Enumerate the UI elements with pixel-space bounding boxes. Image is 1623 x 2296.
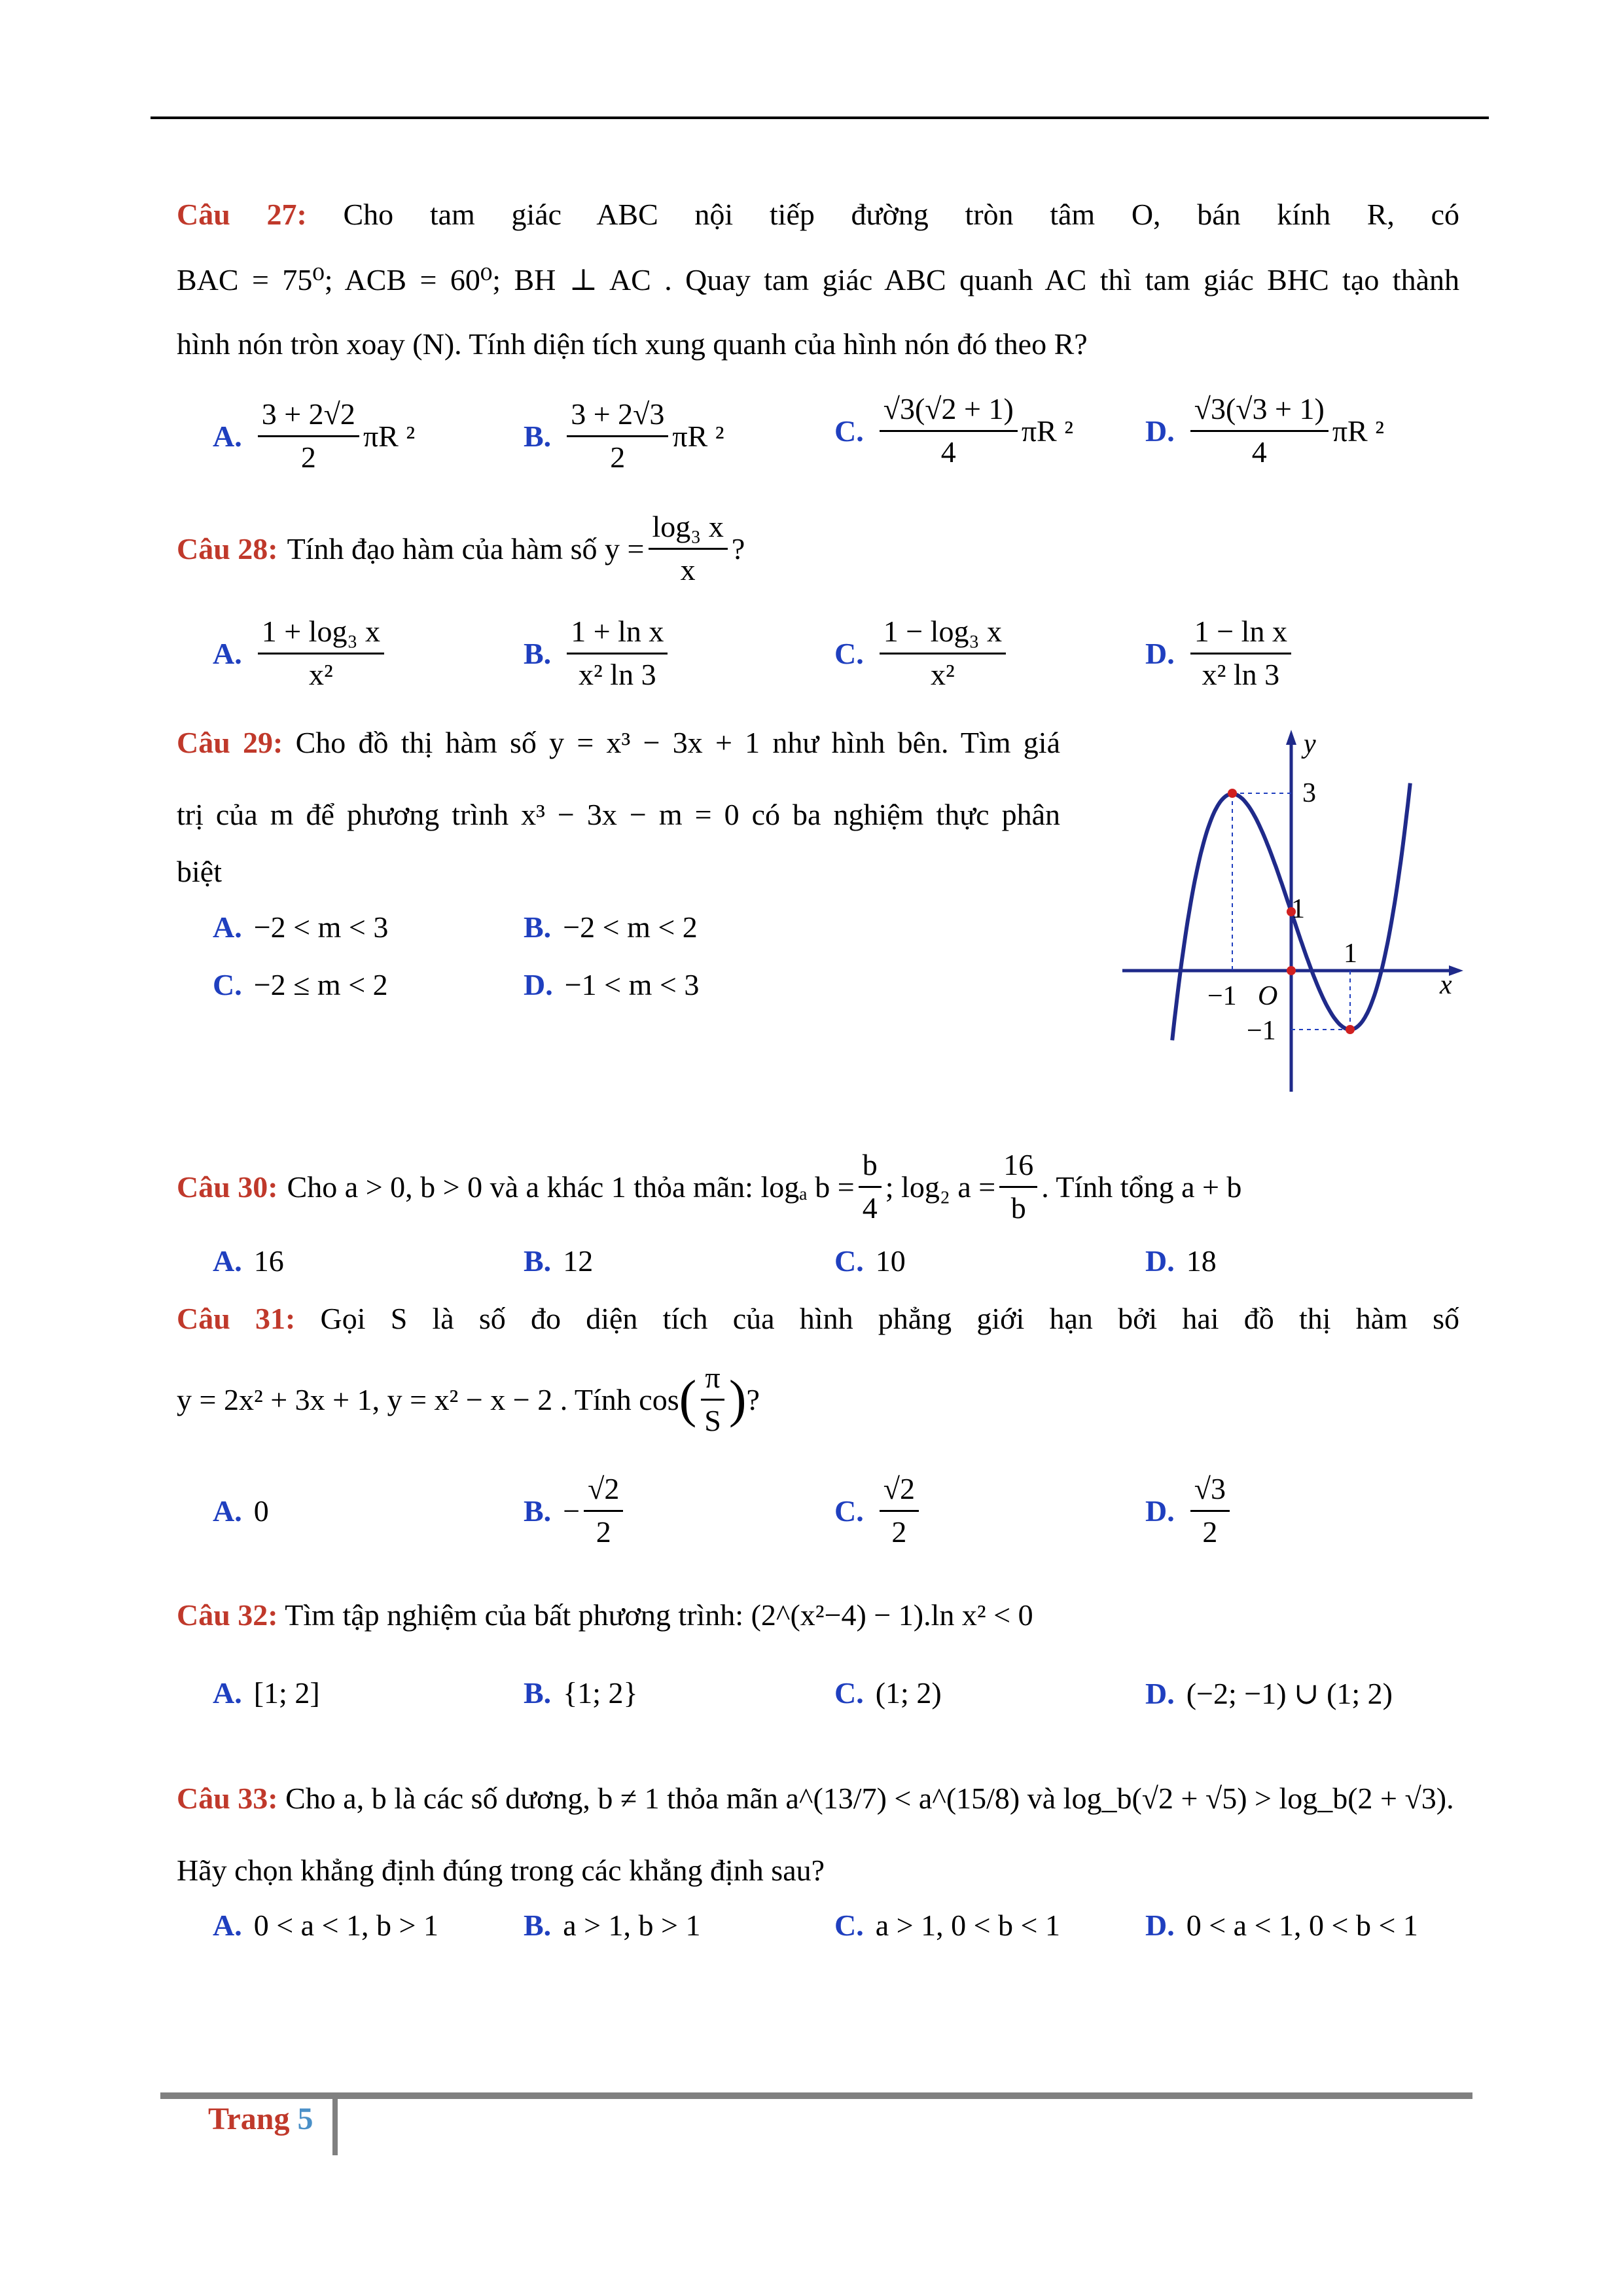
fraction-numerator: 3 + 2√2 bbox=[258, 398, 359, 437]
question-28-line bbox=[177, 511, 745, 586]
label-xm1: −1 bbox=[1207, 981, 1237, 1011]
question-29-text-3: biệt bbox=[177, 855, 222, 888]
option-text: a > 1, 0 < b < 1 bbox=[875, 1909, 1060, 1942]
option-text: 0 < a < 1, 0 < b < 1 bbox=[1186, 1909, 1418, 1942]
fraction-numerator: 3 + 2√3 bbox=[567, 398, 668, 437]
page-footer bbox=[208, 2100, 313, 2139]
fraction-denominator: x² ln 3 bbox=[1202, 657, 1280, 691]
fraction-numerator: 1 + log₃ x bbox=[258, 615, 384, 655]
option-label: B. bbox=[524, 1494, 552, 1528]
question-27-option-b[interactable] bbox=[524, 398, 724, 474]
option-text: −2 ≤ m < 2 bbox=[253, 968, 388, 1001]
option-text: 18 bbox=[1186, 1244, 1217, 1278]
question-31-text-2: y = 2x² + 3x + 1, y = x² − x − 2 . Tính cos bbox=[177, 1382, 679, 1416]
question-28-option-d[interactable] bbox=[1145, 615, 1295, 691]
question-29-label: Câu 29: bbox=[177, 726, 283, 759]
fraction-denominator: x² bbox=[930, 657, 955, 691]
fraction bbox=[999, 1149, 1037, 1225]
question-33-option-b[interactable] bbox=[524, 1908, 701, 1943]
fraction bbox=[880, 393, 1018, 469]
question-29-line-3 bbox=[177, 852, 222, 891]
fraction-numerator: 16 bbox=[999, 1149, 1037, 1188]
option-label: A. bbox=[213, 1909, 242, 1942]
option-text: 12 bbox=[563, 1244, 594, 1278]
question-30-option-a[interactable] bbox=[213, 1244, 284, 1278]
option-label: C. bbox=[834, 1909, 864, 1942]
minus-sign: − bbox=[563, 1494, 580, 1528]
question-27-line-2 bbox=[177, 260, 1459, 300]
fraction bbox=[258, 398, 359, 474]
question-32-option-d[interactable] bbox=[1145, 1676, 1393, 1711]
local-maximum-point bbox=[1228, 789, 1237, 798]
option-text: 10 bbox=[875, 1244, 906, 1278]
label-y3: 3 bbox=[1302, 778, 1316, 808]
question-28-option-c[interactable] bbox=[834, 615, 1010, 691]
right-paren: ) bbox=[728, 1371, 747, 1429]
fraction bbox=[1190, 1473, 1230, 1549]
option-text: (−2; −1) ∪ (1; 2) bbox=[1186, 1677, 1393, 1710]
option-label: B. bbox=[524, 910, 552, 944]
option-label: D. bbox=[524, 968, 553, 1001]
question-33-line-1 bbox=[177, 1779, 1454, 1818]
option-label: C. bbox=[834, 1244, 864, 1278]
fraction-numerator: 1 − log₃ x bbox=[880, 615, 1006, 655]
fraction-denominator: 2 bbox=[891, 1515, 907, 1549]
question-32-option-b[interactable] bbox=[524, 1676, 638, 1710]
option-label: A. bbox=[213, 636, 242, 670]
option-text: 16 bbox=[253, 1244, 284, 1278]
option-label: D. bbox=[1145, 1494, 1175, 1528]
fraction bbox=[649, 511, 728, 586]
question-28-text-after: ? bbox=[731, 531, 745, 565]
fraction-numerator: √3(√2 + 1) bbox=[880, 393, 1018, 432]
left-paren: ( bbox=[679, 1371, 697, 1429]
local-minimum-point bbox=[1346, 1025, 1355, 1034]
question-30-option-d[interactable] bbox=[1145, 1244, 1217, 1278]
question-31-line-1 bbox=[177, 1299, 1459, 1338]
option-text: −2 < m < 3 bbox=[253, 910, 389, 944]
question-27-text-1: Cho tam giác ABC nội tiếp đường tròn tâm O, bán kính R, có bbox=[343, 198, 1460, 231]
question-27-text-2: BAC = 75⁰; ACB = 60⁰; BH ⊥ AC . Quay tam giác ABC quanh AC thì tam giác BHC tạo thành bbox=[177, 263, 1459, 296]
question-31-option-d[interactable] bbox=[1145, 1473, 1234, 1549]
question-30-option-b[interactable] bbox=[524, 1244, 593, 1278]
cubic-function-graph bbox=[1106, 720, 1472, 1100]
option-tail: πR ² bbox=[1332, 414, 1385, 448]
fraction-numerator: log₃ x bbox=[649, 511, 728, 550]
question-29-option-a[interactable] bbox=[213, 910, 388, 944]
question-31-label: Câu 31: bbox=[177, 1302, 296, 1335]
option-label: D. bbox=[1145, 414, 1175, 448]
fraction bbox=[567, 615, 668, 691]
fraction-numerator: √3 bbox=[1190, 1473, 1230, 1512]
question-29-line-1 bbox=[177, 723, 1060, 762]
fraction-denominator: 4 bbox=[1251, 435, 1267, 469]
question-31-option-b[interactable] bbox=[524, 1473, 627, 1549]
option-label: B. bbox=[524, 1676, 552, 1710]
question-27-line-3 bbox=[177, 325, 1088, 364]
question-32-label: Câu 32: bbox=[177, 1598, 278, 1632]
question-31-option-a[interactable] bbox=[213, 1494, 269, 1528]
option-text: [1; 2] bbox=[253, 1676, 320, 1710]
y-axis-label: y bbox=[1304, 729, 1316, 759]
option-tail: πR ² bbox=[363, 419, 416, 453]
question-31-text-1: Gọi S là số đo diện tích của hình phẳng giới hạn bởi hai đồ thị hàm số bbox=[320, 1302, 1460, 1335]
question-29-option-b[interactable] bbox=[524, 910, 698, 944]
label-x1: 1 bbox=[1344, 939, 1357, 969]
question-33-option-c[interactable] bbox=[834, 1908, 1060, 1943]
option-label: C. bbox=[213, 968, 242, 1001]
question-31-option-c[interactable] bbox=[834, 1473, 923, 1549]
question-27-option-d[interactable] bbox=[1145, 393, 1384, 469]
option-label: C. bbox=[834, 636, 864, 670]
option-tail: πR ² bbox=[672, 419, 724, 453]
fraction-denominator: x bbox=[680, 552, 696, 586]
fraction-denominator: 4 bbox=[862, 1191, 878, 1225]
question-33-text-1: Cho a, b là các số dương, b ≠ 1 thỏa mãn a^(13/7) < a^(15/8) và log_b(√2 + √5) > log_b(2 + √3). bbox=[285, 1782, 1454, 1815]
question-30-line bbox=[177, 1149, 1241, 1225]
label-y1: 1 bbox=[1291, 894, 1305, 924]
option-label: C. bbox=[834, 1676, 864, 1710]
option-label: A. bbox=[213, 419, 242, 453]
footer-label: Trang bbox=[208, 2102, 290, 2136]
question-29-line-2 bbox=[177, 795, 1060, 834]
question-33-line-2 bbox=[177, 1851, 825, 1890]
fraction bbox=[859, 1149, 882, 1225]
option-label: B. bbox=[524, 636, 552, 670]
option-text: {1; 2} bbox=[563, 1676, 638, 1710]
question-33-text-2: Hãy chọn khẳng định đúng trong các khẳng định sau? bbox=[177, 1854, 825, 1887]
fraction bbox=[880, 615, 1006, 691]
fraction-numerator: b bbox=[859, 1149, 882, 1188]
fraction bbox=[1190, 615, 1291, 691]
question-30-option-c[interactable] bbox=[834, 1244, 906, 1278]
fraction-numerator: √2 bbox=[584, 1473, 623, 1512]
option-text: 0 bbox=[253, 1494, 269, 1528]
fraction-numerator: √3(√3 + 1) bbox=[1190, 393, 1329, 432]
question-28-label: Câu 28: bbox=[177, 531, 278, 565]
fraction-denominator: 2 bbox=[300, 440, 316, 474]
fraction-denominator: x² ln 3 bbox=[579, 657, 656, 691]
fraction bbox=[880, 1473, 919, 1549]
option-text: −1 < m < 3 bbox=[564, 968, 700, 1001]
fraction-numerator: 1 − ln x bbox=[1190, 615, 1291, 655]
question-33-label: Câu 33: bbox=[177, 1782, 278, 1815]
fraction-denominator: 2 bbox=[1202, 1515, 1218, 1549]
option-text: 0 < a < 1, b > 1 bbox=[253, 1909, 438, 1942]
question-28-text: Tính đạo hàm của hàm số y = bbox=[287, 531, 645, 565]
option-label: D. bbox=[1145, 1244, 1175, 1278]
option-label: A. bbox=[213, 910, 242, 944]
footer-divider bbox=[332, 2099, 338, 2155]
x-axis-label: x bbox=[1440, 970, 1452, 1000]
question-27-text-3: hình nón tròn xoay (N). Tính diện tích xung quanh của hình nón đó theo R? bbox=[177, 327, 1088, 361]
question-29-option-c[interactable] bbox=[213, 967, 388, 1002]
question-32-text: Tìm tập nghiệm của bất phương trình: (2^(x²−4) − 1).ln x² < 0 bbox=[285, 1598, 1033, 1632]
option-label: D. bbox=[1145, 1909, 1175, 1942]
option-label: C. bbox=[834, 1494, 864, 1528]
question-32-option-a[interactable] bbox=[213, 1676, 320, 1710]
question-30-text-mid: ; log₂ a = bbox=[885, 1170, 996, 1204]
option-label: D. bbox=[1145, 636, 1175, 670]
fraction bbox=[584, 1473, 623, 1549]
label-ym1: −1 bbox=[1247, 1016, 1276, 1046]
question-27-option-a[interactable] bbox=[213, 398, 415, 474]
page-number: 5 bbox=[297, 2102, 313, 2136]
question-33-option-d[interactable] bbox=[1145, 1908, 1418, 1943]
fraction-denominator: 2 bbox=[610, 440, 626, 474]
fraction-numerator: √2 bbox=[880, 1473, 919, 1512]
option-label: A. bbox=[213, 1494, 242, 1528]
question-30-label: Câu 30: bbox=[177, 1170, 278, 1204]
option-label: B. bbox=[524, 419, 552, 453]
option-label: D. bbox=[1145, 1676, 1175, 1710]
fraction-numerator: π bbox=[701, 1361, 724, 1401]
question-27-label: Câu 27: bbox=[177, 198, 307, 231]
origin-point bbox=[1287, 966, 1296, 975]
fraction-denominator: 4 bbox=[940, 435, 956, 469]
question-29-text-2: trị của m để phương trình x³ − 3x − m = 0 có ba nghiệm thực phân bbox=[177, 798, 1060, 831]
question-29-text-1: Cho đồ thị hàm số y = x³ − 3x + 1 như hình bên. Tìm giá bbox=[295, 726, 1061, 759]
question-30-text: Cho a > 0, b > 0 và a khác 1 thỏa mãn: logₐ b = bbox=[287, 1170, 855, 1204]
option-text: −2 < m < 2 bbox=[563, 910, 698, 944]
fraction bbox=[1190, 393, 1329, 469]
fraction-numerator: 1 + ln x bbox=[567, 615, 668, 655]
fraction-denominator: b bbox=[1010, 1191, 1026, 1225]
question-27-line-1 bbox=[177, 195, 1459, 234]
fraction bbox=[567, 398, 668, 474]
question-28-option-b[interactable] bbox=[524, 615, 671, 691]
footer-rule bbox=[160, 2092, 1472, 2099]
question-32-line bbox=[177, 1596, 1033, 1635]
fraction-denominator: x² bbox=[308, 657, 333, 691]
option-text: (1; 2) bbox=[875, 1676, 942, 1710]
option-text: a > 1, b > 1 bbox=[563, 1909, 701, 1942]
option-tail: πR ² bbox=[1021, 414, 1074, 448]
question-29-option-d[interactable] bbox=[524, 967, 699, 1002]
y-axis-arrow bbox=[1286, 730, 1296, 745]
question-31-line-2 bbox=[177, 1361, 760, 1437]
fraction bbox=[700, 1361, 725, 1437]
option-label: B. bbox=[524, 1244, 552, 1278]
question-27-option-c[interactable] bbox=[834, 393, 1073, 469]
option-label: B. bbox=[524, 1909, 552, 1942]
fraction bbox=[258, 615, 384, 691]
origin-label: O bbox=[1258, 981, 1278, 1011]
option-label: A. bbox=[213, 1676, 242, 1710]
fraction-denominator: 2 bbox=[596, 1515, 611, 1549]
question-28-option-a[interactable] bbox=[213, 615, 388, 691]
question-33-option-a[interactable] bbox=[213, 1908, 438, 1943]
question-30-text-after: . Tính tổng a + b bbox=[1041, 1170, 1242, 1204]
fraction-denominator: S bbox=[704, 1403, 721, 1437]
option-label: C. bbox=[834, 414, 864, 448]
header-rule bbox=[151, 117, 1489, 119]
question-32-option-c[interactable] bbox=[834, 1676, 942, 1710]
option-label: A. bbox=[213, 1244, 242, 1278]
question-31-text-after: ? bbox=[746, 1382, 760, 1416]
